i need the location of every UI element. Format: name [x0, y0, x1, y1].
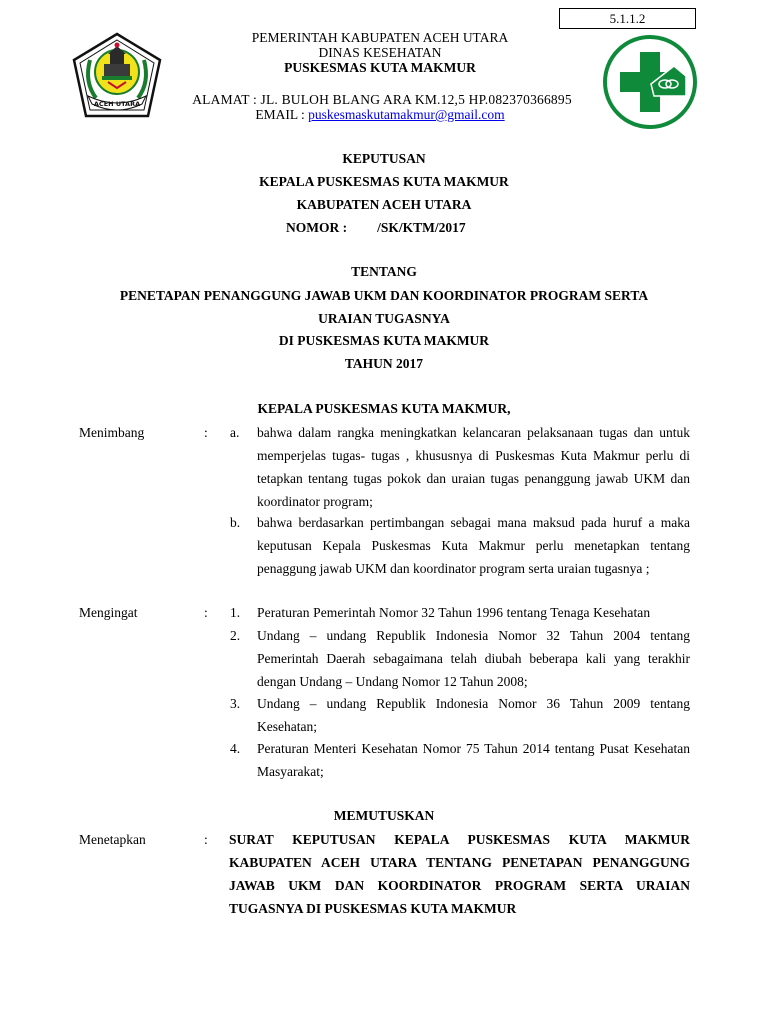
mengingat-marker-1: 1. — [230, 605, 241, 620]
authority-heading: KEPALA PUSKESMAS KUTA MAKMUR, — [257, 401, 511, 416]
decision-number — [286, 220, 466, 236]
email-link[interactable]: puskesmaskutamakmur@gmail.com — [308, 107, 505, 122]
menimbang-item-a: bahwa dalam rangka meningkatkan kelancaran pelaksanaan tugas dan untuk memperjelas tugas- tugas , khususnya di Puskesmas Kuta Makmur perlu di tetapkan tentang tugas pokok dan uraian tugas penanggung jawab UKM dan koordinator program; — [257, 425, 690, 509]
mengingat-item-2: Undang – undang Republik Indonesia Nomor 32 Tahun 2004 tentang Pemerintah Daerah sebagaimana telah diubah beberapa kali yang terakhir dengan Undang – Undang Nomor 12 Tahun 2008; — [257, 628, 690, 689]
menetapkan-label: Menetapkan — [79, 832, 146, 847]
decision-region: KABUPATEN ACEH UTARA — [296, 197, 472, 212]
subject-line-1: PENETAPAN PENANGGUNG JAWAB UKM DAN KOORDINATOR PROGRAM SERTA — [119, 288, 649, 303]
menimbang-label: Menimbang — [79, 425, 145, 440]
mengingat-marker-4: 4. — [230, 741, 241, 756]
menetapkan-text: SURAT KEPUTUSAN KEPALA PUSKESMAS KUTA MAKMUR KABUPATEN ACEH UTARA TENTANG PENETAPAN PENANGGUNG JAWAB UKM DAN KOORDINATOR PROGRAM SERTA URAIAN TUGASNYA DI PUSKESMAS KUTA MAKMUR — [229, 832, 690, 916]
menetapkan-colon: : — [204, 832, 208, 847]
aceh-utara-emblem-icon — [68, 30, 166, 128]
nomor-label: NOMOR : — [286, 220, 348, 235]
menimbang-colon: : — [204, 425, 208, 440]
puskesmas-cross-icon — [602, 34, 698, 130]
mengingat-item-1: Peraturan Pemerintah Nomor 32 Tahun 1996 tentang Tenaga Kesehatan — [257, 605, 651, 620]
letterhead-institution: PUSKESMAS KUTA MAKMUR — [284, 60, 476, 75]
mengingat-item-4: Peraturan Menteri Kesehatan Nomor 75 Tahun 2014 tentang Pusat Kesehatan Masyarakat; — [257, 741, 690, 779]
subject-line-3: DI PUSKESMAS KUTA MAKMUR — [278, 333, 490, 348]
decision-heading: KEPUTUSAN — [342, 151, 426, 166]
mengingat-colon: : — [204, 605, 208, 620]
decision-issuer: KEPALA PUSKESMAS KUTA MAKMUR — [259, 174, 509, 189]
mengingat-marker-2: 2. — [230, 628, 241, 643]
subject-tentang: TENTANG — [351, 264, 417, 279]
subject-year: TAHUN 2017 — [344, 356, 424, 371]
mengingat-label: Mengingat — [79, 605, 138, 620]
puskesmas-logo — [602, 34, 698, 130]
menimbang-marker-a: a. — [230, 425, 240, 440]
document-code-box: 5.1.1.2 — [559, 8, 696, 29]
letterhead-address: ALAMAT : JL. BULOH BLANG ARA KM.12,5 HP.082370366895 — [192, 92, 572, 107]
letterhead-department: DINAS KESEHATAN — [318, 45, 442, 60]
menimbang-marker-b: b. — [230, 515, 241, 530]
nomor-value: /SK/KTM/2017 — [377, 220, 466, 235]
letterhead-government: PEMERINTAH KABUPATEN ACEH UTARA — [251, 30, 509, 45]
subject-line-2: URAIAN TUGASNYA — [318, 311, 450, 326]
mengingat-marker-3: 3. — [230, 696, 241, 711]
svg-text:ACEH UTARA: ACEH UTARA — [93, 100, 141, 108]
letterhead-email-line — [170, 107, 590, 123]
aceh-utara-logo — [68, 30, 166, 128]
memutuskan-heading: MEMUTUSKAN — [333, 808, 435, 823]
email-label: EMAIL : — [255, 107, 309, 122]
menimbang-item-b: bahwa berdasarkan pertimbangan sebagai mana maksud pada huruf a maka keputusan Kepala Puskesmas Kuta Makmur perlu menetapkan tentang penaggung jawab UKM dan koordinator program serta uraian tugasnya ; — [257, 515, 690, 576]
mengingat-item-3: Undang – undang Republik Indonesia Nomor 36 Tahun 2009 tentang Kesehatan; — [257, 696, 690, 734]
